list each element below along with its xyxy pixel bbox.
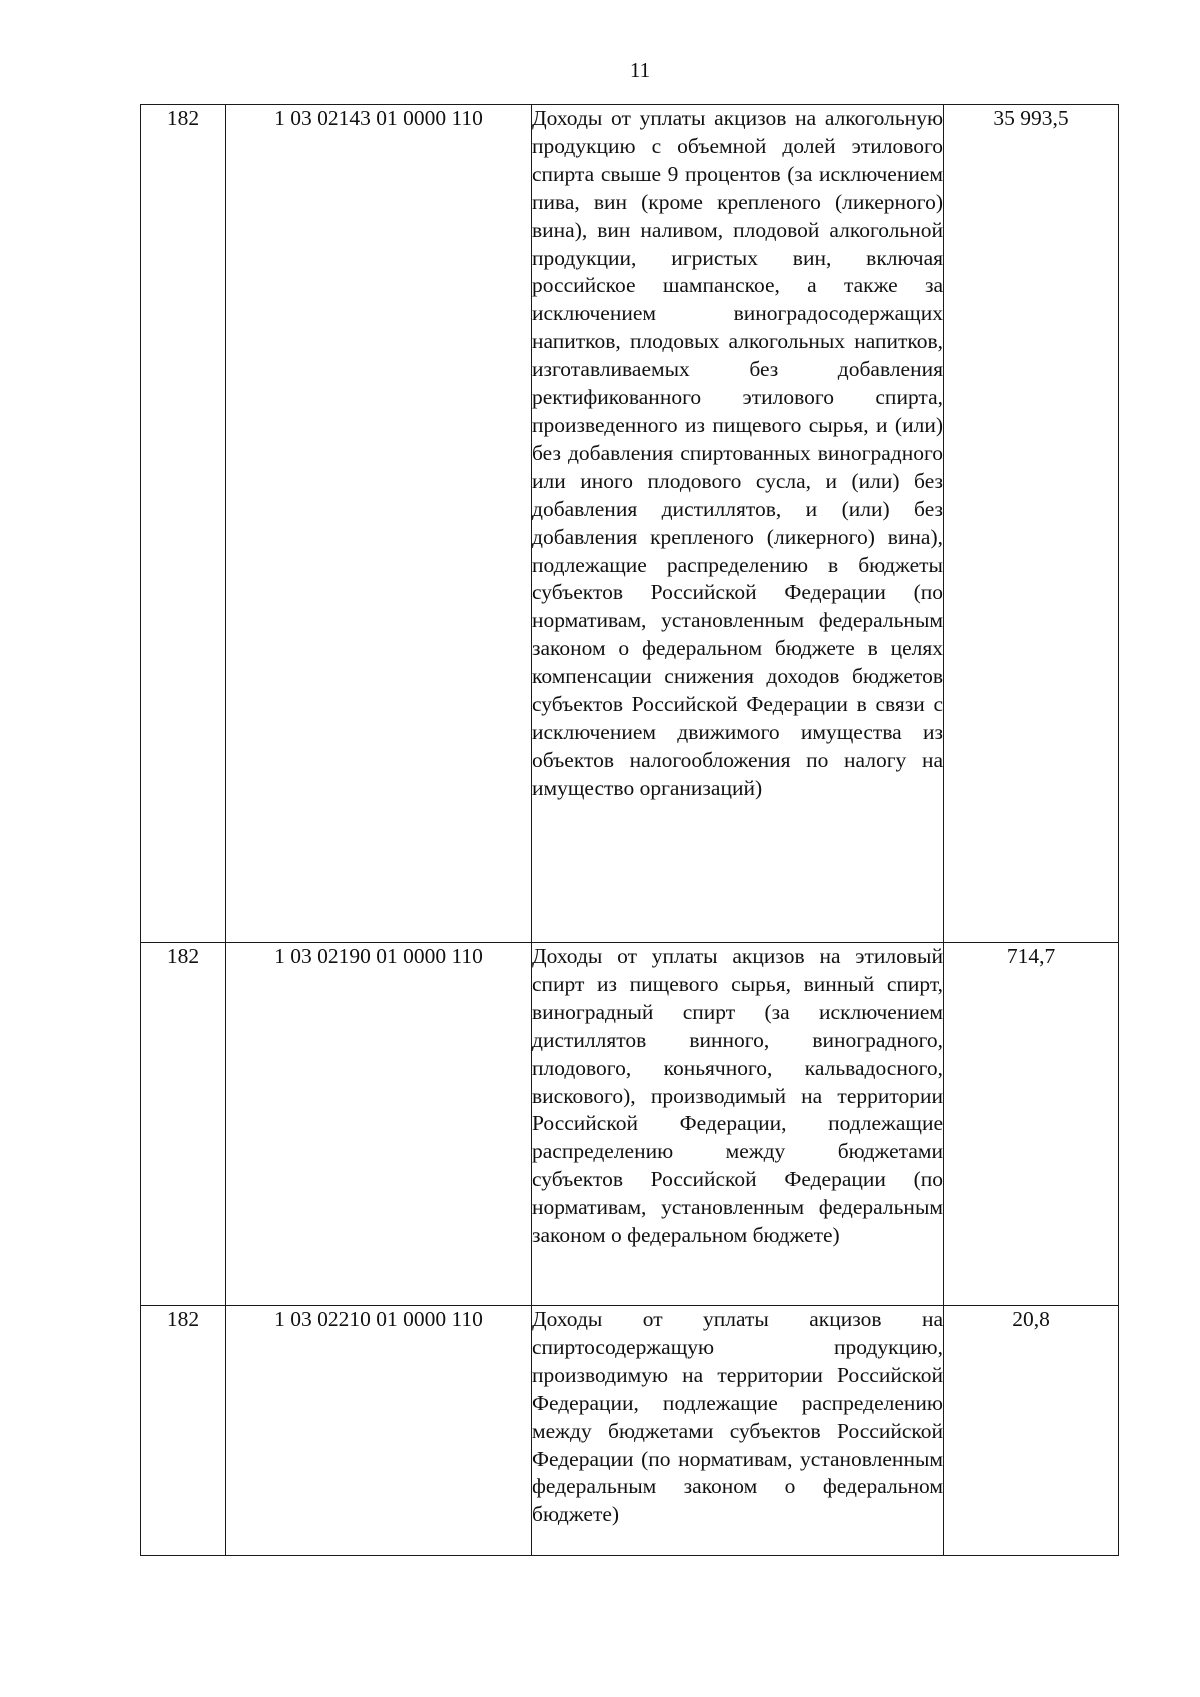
revenue-name-cell: Доходы от уплаты акцизов на этиловый спирт из пищевого сырья, винный спирт, виноградный спирт (за исключением дистиллятов винного, виноградного, плодового, коньячного, кальвадосного, вискового), производимый на территории Российской Федерации, подлежащие распределению между бюджетами субъектов Российской Федерации (по нормативам, установленным федеральным законом о федеральном бюджете) bbox=[532, 943, 944, 1306]
admin-code-cell: 182 bbox=[141, 105, 226, 943]
table-row bbox=[141, 105, 1119, 943]
table-row bbox=[141, 943, 1119, 1306]
amount-cell: 35 993,5 bbox=[944, 105, 1119, 943]
kbk-code-cell: 1 03 02190 01 0000 110 bbox=[226, 943, 532, 1306]
amount-cell: 714,7 bbox=[944, 943, 1119, 1306]
admin-code-cell: 182 bbox=[141, 1306, 226, 1556]
revenue-name-cell: Доходы от уплаты акцизов на спиртосодержащую продукцию, производимую на территории Российской Федерации, подлежащие распределению между бюджетами субъектов Российской Федерации (по нормативам, установленным федеральным законом о федеральном бюджете) bbox=[532, 1306, 944, 1556]
revenue-table bbox=[140, 104, 1119, 1556]
kbk-code-cell: 1 03 02210 01 0000 110 bbox=[226, 1306, 532, 1556]
admin-code-cell: 182 bbox=[141, 943, 226, 1306]
table-row bbox=[141, 1306, 1119, 1556]
amount-cell: 20,8 bbox=[944, 1306, 1119, 1556]
page-number: 11 bbox=[629, 58, 651, 82]
kbk-code-cell: 1 03 02143 01 0000 110 bbox=[226, 105, 532, 943]
revenue-name-cell: Доходы от уплаты акцизов на алкогольную продукцию с объемной долей этилового спирта свыше 9 процентов (за исключением пива, вин (кроме крепленого (ликерного) вина), вин наливом, плодовой алкогольной продукции, игристых вин, включая российское шампанское, а также за исключением виноградосодержащих напитков, плодовых алкогольных напитков, изготавливаемых без добавления ректификованного этилового спирта, произведенного из пищевого сырья, и (или) без добавления спиртованных виноградного или иного плодового сусла, и (или) без добавления дистиллятов, и (или) без добавления крепленого (ликерного) вина), подлежащие распределению в бюджеты субъектов Российской Федерации (по нормативам, установленным федеральным законом о федеральном бюджете в целях компенсации снижения доходов бюджетов субъектов Российской Федерации в связи с исключением движимого имущества из объектов налогообложения по налогу на имущество организаций) bbox=[532, 105, 944, 943]
